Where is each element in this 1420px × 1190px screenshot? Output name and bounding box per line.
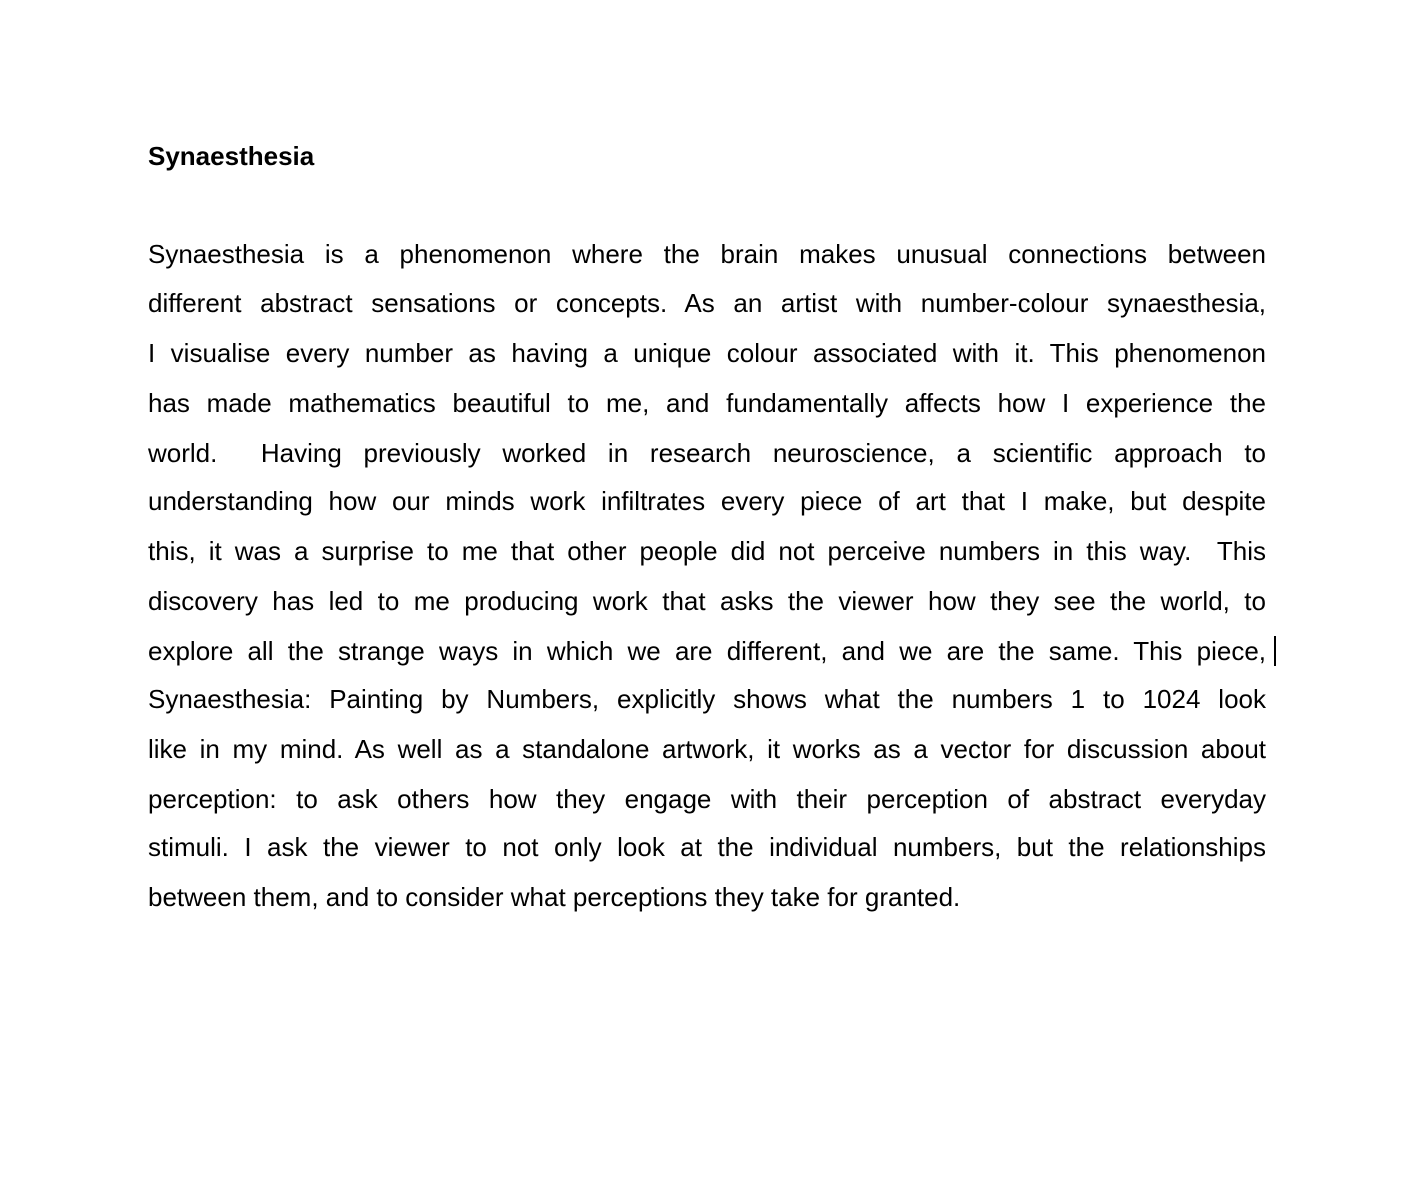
- paragraph-line: stimuli. I ask the viewer to not only look at the individual numbers, but the relationships: [148, 832, 1266, 862]
- paragraph-line: Synaesthesia: Painting by Numbers, explicitly shows what the numbers 1 to 1024 look: [148, 684, 1266, 714]
- paragraph-line: understanding how our minds work infiltrates every piece of art that I make, but despite: [148, 486, 1266, 516]
- paragraph-line: Synaesthesia is a phenomenon where the brain makes unusual connections between: [148, 239, 1266, 269]
- text-cursor: [1274, 636, 1276, 666]
- document-title: Synaesthesia: [148, 141, 315, 171]
- paragraph-line: explore all the strange ways in which we are different, and we are the same. This piece,: [148, 636, 1266, 666]
- paragraph-line: I visualise every number as having a unique colour associated with it. This phenomenon: [148, 338, 1266, 368]
- paragraph-line: between them, and to consider what perceptions they take for granted.: [148, 882, 961, 912]
- paragraph-line: like in my mind. As well as a standalone artwork, it works as a vector for discussion about: [148, 734, 1266, 764]
- paragraph-line: perception: to ask others how they engage with their perception of abstract everyday: [148, 784, 1266, 814]
- paragraph-line: world. Having previously worked in research neuroscience, a scientific approach to: [148, 438, 1266, 468]
- paragraph-line: discovery has led to me producing work that asks the viewer how they see the world, to: [148, 586, 1266, 616]
- paragraph-line: different abstract sensations or concepts. As an artist with number-colour synaesthesia,: [148, 288, 1266, 318]
- paragraph-line: this, it was a surprise to me that other people did not perceive numbers in this way. This: [148, 536, 1266, 566]
- paragraph-line: has made mathematics beautiful to me, and fundamentally affects how I experience the: [148, 388, 1266, 418]
